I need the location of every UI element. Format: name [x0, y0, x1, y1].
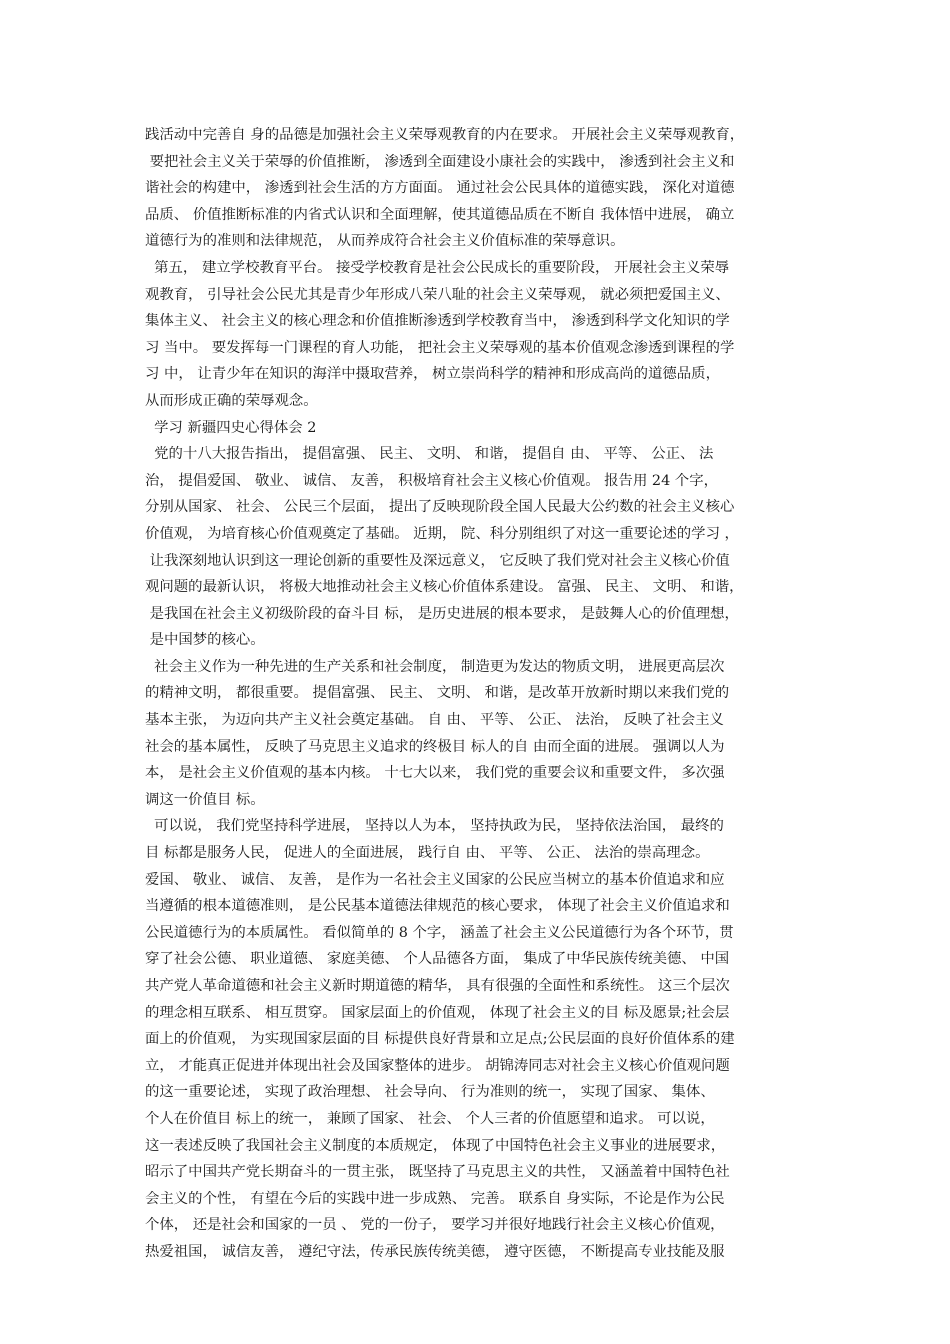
text-line: 集体主义、 社会主义的核心理念和价值推断渗透到学校教育当中， 渗透到科学文化知识的学 [145, 313, 730, 330]
text-line: 目 标都是服务人民， 促进人的全面进展， 践行自 由、 平等、 公正、 法治的崇高理念。 [145, 845, 710, 862]
text-line: 的理念相互联系、 相互贯穿。 国家层面上的价值观， 体现了社会主义的目 标及愿景;社会层 [145, 1004, 730, 1021]
text-line: 让我深刻地认识到这一理论创新的重要性及深远意义， 它反映了我们党对社会主义核心价值 [145, 552, 730, 569]
text-line: 当遵循的根本道德准则， 是公民基本道德法律规范的核心要求， 体现了社会主义价值追求和 [145, 898, 730, 915]
text-line: 践活动中完善自 身的品德是加强社会主义荣辱观教育的内在要求。 开展社会主义荣辱观教育， [145, 127, 745, 143]
text-line: 个人在价值目 标上的统一， 兼顾了国家、 社会、 个人三者的价值愿望和追求。 可以说， [145, 1110, 715, 1127]
text-line: 治， 提倡爱国、 敬业、 诚信、 友善， 积极培育社会主义核心价值观。 报告用 24 个字， [145, 472, 718, 489]
text-line: 品质、 价值推断标准的内省式认识和全面理解，使其道德品质在不断自 我体悟中进展， 确立 [145, 206, 735, 223]
text-line: 基本主张， 为迈向共产主义社会奠定基础。 自 由、 平等、 公正、 法治， 反映了社会主义 [145, 712, 724, 729]
text-line: 要把社会主义关于荣辱的价值推断， 渗透到全面建设小康社会的实践中， 渗透到社会主义和 [145, 153, 735, 170]
text-line: 党的十八大报告指出， 提倡富强、 民主、 文明、 和谐， 提倡自 由、 平等、 公正、 法 [145, 446, 714, 463]
text-line: 是中国梦的核心。 [145, 632, 265, 649]
text-line: 价值观， 为培育核心价值观奠定了基础。 近期， 院、科分别组织了对这一重要论述的学习 ， [145, 525, 739, 542]
text-line: 昭示了中国共产党长期奋斗的一贯主张， 既坚持了马克思主义的共性， 又涵盖着中国特色社 [145, 1164, 730, 1181]
text-line: 观问题的最新认识， 将极大地推动社会主义核心价值体系建设。 富强、 民主、 文明、 和谐， [145, 579, 744, 596]
text-line: 这一表述反映了我国社会主义制度的本质规定， 体现了中国特色社会主义事业的进展要求， [145, 1137, 726, 1154]
text-line: 热爱祖国， 诚信友善， 遵纪守法，传承民族传统美德， 遵守医德， 不断提高专业技能及服 [145, 1243, 725, 1260]
text-line: 个体， 还是社会和国家的一员 、 党的一份子， 要学习并很好地践行社会主义核心价值观， [145, 1217, 725, 1234]
text-line: 是我国在社会主义初级阶段的奋斗目 标， 是历史进展的根本要求， 是鼓舞人心的价值理想， [145, 605, 739, 622]
text-line: 穿了社会公德、 职业道德、 家庭美德、 个人品德各方面， 集成了中华民族传统美德、 中国 [145, 951, 730, 968]
text-line: 习 当中。 要发挥每一门课程的育人功能， 把社会主义荣辱观的基本价值观念渗透到课程的学 [145, 339, 735, 356]
text-line: 调这一价值目 标。 [145, 791, 265, 808]
text-line: 社会主义作为一种先进的生产关系和社会制度， 制造更为发达的物质文明， 进展更高层次 [145, 658, 725, 675]
text-line: 第五， 建立学校教育平台。 接受学校教育是社会公民成长的重要阶段， 开展社会主义荣辱 [145, 259, 730, 276]
text-line: 的这一重要论述， 实现了政治理想、 社会导向、 行为准则的统一， 实现了国家、 集体、 [145, 1084, 715, 1101]
text-line: 分别从国家、 社会、 公民三个层面， 提出了反映现阶段全国人民最大公约数的社会主义核心 [145, 499, 735, 516]
text-line: 立， 才能真正促进并体现出社会及国家整体的进步。 胡锦涛同志对社会主义核心价值观问题 [145, 1057, 730, 1074]
text-line: 面上的价值观， 为实现国家层面的目 标提供良好背景和立足点;公民层面的良好价值体系的建 [145, 1031, 735, 1048]
text-line: 从而形成正确的荣辱观念。 [145, 392, 318, 409]
text-line: 公民道德行为的本质属性。 看似简单的 8 个字， 涵盖了社会主义公民道德行为各个环节，贯 [145, 924, 734, 941]
text-line: 会主义的个性， 有望在今后的实践中进一步成熟、 完善。 联系自 身实际，不论是作为公民 [145, 1190, 725, 1207]
text-line: 的精神文明， 都很重要。 提倡富强、 民主、 文明、 和谐，是改革开放新时期以来我们党的 [145, 685, 730, 702]
text-line: 习 中， 让青少年在知识的海洋中摄取营养， 树立崇尚科学的精神和形成高尚的道德品质， [145, 366, 720, 383]
text-line: 可以说， 我们党坚持科学进展， 坚持以人为本， 坚持执政为民， 坚持依法治国， 最终的 [145, 818, 724, 835]
text-line: 本， 是社会主义价值观的基本内核。 十七大以来， 我们党的重要会议和重要文件， 多次强 [145, 765, 725, 782]
section-heading: 学习 新疆四史心得体会 2 [145, 419, 317, 436]
text-line: 谐社会的构建中， 渗透到社会生活的方方面面。 通过社会公民具体的道德实践， 深化对道德 [145, 180, 735, 197]
document-page [145, 122, 815, 1266]
text-line: 社会的基本属性， 反映了马克思主义追求的终极目 标人的自 由而全面的进展。 强调以人为 [145, 738, 725, 755]
text-line: 道德行为的准则和法律规范， 从而养成符合社会主义价值标准的荣辱意识。 [145, 233, 625, 250]
text-line: 共产党人革命道德和社会主义新时期道德的精华， 具有很强的全面性和系统性。 这三个层次 [145, 978, 730, 994]
text-line: 爱国、 敬业、 诚信、 友善， 是作为一名社会主义国家的公民应当树立的基本价值追求和应 [145, 871, 725, 888]
text-line: 观教育， 引导社会公民尤其是青少年形成八荣八耻的社会主义荣辱观， 就必须把爱国主义、 [145, 286, 730, 303]
